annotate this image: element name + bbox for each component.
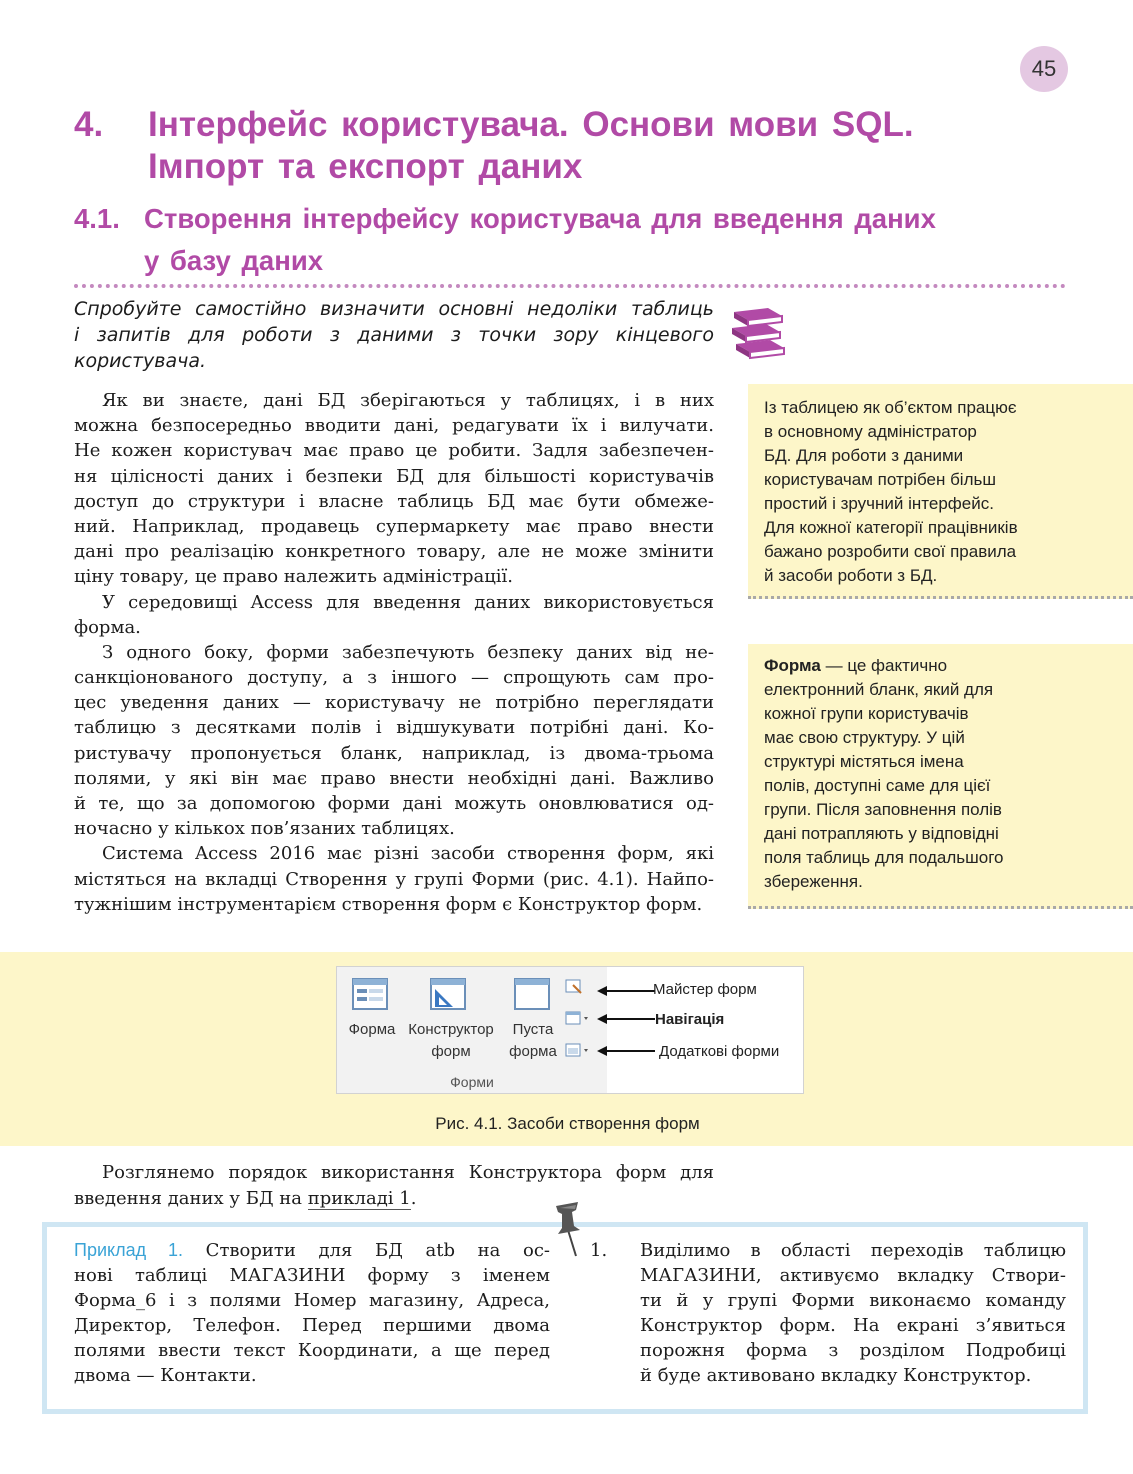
callout-navigation: Навігація	[655, 1011, 725, 1028]
step-number: 1.	[590, 1240, 608, 1261]
note-line: й засоби роботи з БД.	[764, 566, 938, 585]
after-figure-line2	[74, 1186, 714, 1212]
forms-group-label: Форми	[450, 1074, 494, 1090]
body-line: У середовищі Access для введення даних використовується	[102, 591, 714, 613]
form-designer-label1: Конструктор	[408, 1021, 494, 1038]
example-task	[74, 1238, 550, 1388]
definition-rest: — це фактично	[820, 656, 948, 675]
callout-more-forms: Додаткові форми	[659, 1043, 780, 1060]
after-figure-line1: Розглянемо порядок використання Конструктора форм для	[102, 1162, 714, 1183]
blank-form-icon	[513, 977, 553, 1013]
body-line: санкціонованого доступу, а з іншого — спрощують сам про-	[74, 667, 714, 689]
body-line: дані про реалізацію конкретного товару, але не може змінити	[74, 541, 714, 563]
step-line: Конструктор форм. На екрані з’явиться	[640, 1315, 1066, 1336]
intro-line: користувача.	[74, 350, 207, 372]
note-line: має свою структуру. У цій	[764, 728, 965, 747]
body-line: можна безпосередньо вводити дані, редагувати їх і вилучати.	[74, 415, 714, 437]
section-title-line2: у базу даних	[144, 245, 324, 276]
blank-form-button[interactable]	[503, 1019, 563, 1063]
note-line: дані потрапляють у відповідні	[764, 824, 999, 843]
note-line: БД. Для роботи з даними	[764, 446, 964, 465]
body-line: містяться на вкладці Створення у групі Форми (рис. 4.1). Найпо-	[74, 868, 714, 890]
section-number: 4.1.	[74, 203, 120, 234]
note-line: простий і зручний інтерфейс.	[764, 494, 994, 513]
figure-caption: Рис. 4.1. Засоби створення форм	[435, 1114, 700, 1133]
intro-question	[74, 296, 714, 374]
example-step	[640, 1238, 1066, 1388]
definition-term: Форма	[764, 656, 821, 675]
body-line: З одного боку, форми забезпечують безпеку даних від не-	[102, 641, 714, 663]
body-line: ристувачу пропонується бланк, наприклад, із двома-трьома	[74, 742, 714, 764]
body-line: цес уведення даних — користувачу не потрібно переглядати	[74, 692, 714, 714]
navigation-icon	[565, 1011, 591, 1027]
note-line: поля таблиць для подальшого	[764, 848, 1004, 867]
example-first-line	[74, 1238, 550, 1263]
example-line: двома — Контакти.	[74, 1365, 257, 1386]
note-line: структурі містяться імена	[764, 752, 964, 771]
note-line: бажано розробити свої правила	[764, 542, 1017, 561]
intro-line: Спробуйте самостійно визначити основні недоліки таблиць	[74, 298, 714, 320]
form-button[interactable]	[341, 1019, 403, 1041]
note-line: Для кожної категорії працівників	[764, 518, 1018, 537]
form-icon	[351, 977, 391, 1013]
after-figure-prefix: введення даних у БД на	[74, 1188, 308, 1209]
step-line: ти й у групі Форми виконаємо команду	[640, 1290, 1066, 1311]
section-title-line1: Створення інтерфейсу користувача для введення даних	[144, 203, 936, 234]
note-line: полів, доступні саме для цієї	[764, 776, 991, 795]
example-line: Директор, Телефон. Перед першими двома	[74, 1315, 550, 1336]
step-line: Виділимо в області переходів таблицю	[640, 1240, 1066, 1261]
form-designer-label2: форм	[431, 1043, 471, 1060]
page-number: 45	[1020, 46, 1068, 92]
main-body-text	[74, 388, 714, 917]
more-forms-icon	[565, 1043, 591, 1059]
step-line: МАГАЗИНИ, активуємо вкладку Створи-	[640, 1265, 1066, 1286]
step-line: й буде активовано вкладку Конструктор.	[640, 1365, 1032, 1386]
definition-first-line	[764, 654, 1133, 678]
form-button-label: Форма	[348, 1021, 396, 1038]
body-line: тужнішим інструментарієм створення форм є Конструктор форм.	[74, 893, 703, 915]
side-note-admin	[748, 384, 1133, 599]
form-designer-button[interactable]	[401, 1019, 501, 1063]
body-line: доступ до структури і власне таблиць БД має бути обмеже-	[74, 490, 714, 512]
body-line: ний. Наприклад, продавець супермаркету має право внести	[74, 515, 714, 537]
example-line: полями ввести текст Координати, а ще перед	[74, 1340, 550, 1361]
form-designer-icon	[429, 977, 469, 1013]
after-figure-text	[74, 1160, 714, 1212]
example-line: нові таблиці МАГАЗИНИ форму з іменем	[74, 1265, 550, 1286]
ribbon-screenshot	[336, 966, 804, 1094]
form-wizard-icon	[565, 979, 583, 995]
pushpin-icon	[550, 1200, 586, 1260]
chapter-title-line1: Інтерфейс користувача. Основи мови SQL.	[148, 105, 914, 144]
note-line: користувачам потрібен більш	[764, 470, 996, 489]
body-line: форма.	[74, 616, 141, 638]
section-divider	[74, 284, 1066, 288]
example-first-rest: Створити для БД atb на ос-	[183, 1240, 550, 1261]
body-line: Система Access 2016 має різні засоби створення форм, які	[102, 843, 714, 865]
body-line: таблицю з десятками полів і відшукувати потрібні дані. Ко-	[74, 717, 714, 739]
note-line: групи. Після заповнення полів	[764, 800, 1002, 819]
side-note-definition	[748, 644, 1133, 909]
body-line: ня цілісності даних і безпеки БД для більшості користувачів	[74, 465, 714, 487]
note-line: в основному адміністратор	[764, 422, 977, 441]
body-line: Як ви знаєте, дані БД зберігаються у таблицях, і в них	[102, 390, 714, 411]
body-line: ціну товару, це право належить адміністрації.	[74, 566, 514, 588]
body-line: й те, що за допомогою форми дані можуть оновлюватися од-	[74, 793, 714, 814]
after-figure-suffix: .	[410, 1188, 417, 1209]
example-title: Приклад 1.	[74, 1240, 184, 1260]
chapter-title-line2: Імпорт та експорт даних	[148, 147, 583, 186]
note-line: електронний бланк, який для	[764, 680, 994, 699]
blank-form-label2: форма	[509, 1043, 557, 1060]
body-line: полями, у які він має право внести необхідні дані. Важливо	[74, 767, 714, 789]
body-line: ночасно у кількох пов’язаних таблицях.	[74, 818, 455, 840]
step-line: порожня форма з розділом Подробиці	[640, 1340, 1066, 1361]
body-line: Не кожен користувач має право це робити. Задля забезпечен-	[74, 440, 714, 462]
intro-line: і запитів для роботи з даними з точки зору кінцевого	[74, 324, 714, 346]
note-line: кожної групи користувачів	[764, 704, 969, 723]
chapter-number: 4.	[74, 105, 104, 144]
blank-form-label1: Пуста	[512, 1021, 554, 1038]
callout-form-wizard: Майстер форм	[653, 981, 757, 998]
note-line: Із таблицею як об’єктом працює	[764, 398, 1017, 417]
note-line: збереження.	[764, 872, 863, 891]
example-link[interactable]: прикладі 1	[307, 1188, 411, 1209]
example-line: Форма_6 і з полями Номер магазину, Адреса,	[74, 1290, 550, 1311]
books-icon	[728, 304, 786, 362]
